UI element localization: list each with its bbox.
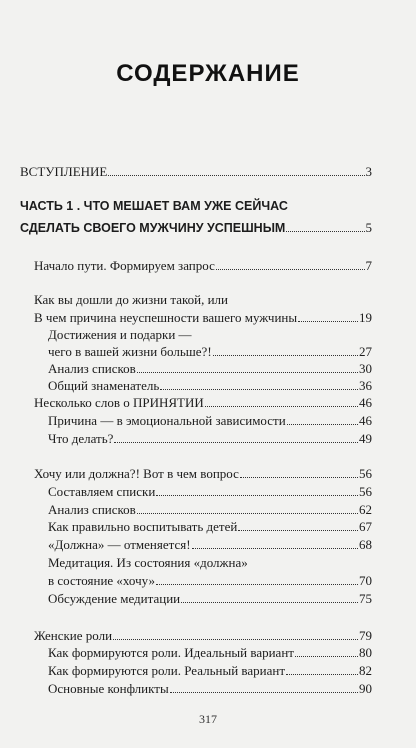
toc-entry-page: 5: [365, 220, 372, 235]
toc-entry-title: Основные конфликты: [48, 681, 169, 696]
toc-entry: [48, 573, 372, 589]
toc-entry-page: 67: [359, 519, 372, 534]
toc-entry-title: Анализ списков: [48, 361, 136, 376]
dot-leader: [108, 164, 364, 176]
dot-leader: [295, 645, 358, 657]
toc-entry-title: Женские роли: [34, 628, 113, 643]
dot-leader: [137, 361, 358, 373]
dot-leader: [113, 628, 358, 640]
toc-entry-page: 30: [359, 361, 372, 376]
dot-leader: [181, 591, 358, 603]
toc-entry-title: чего в вашей жизни больше?!: [48, 344, 212, 359]
toc-entry: [48, 681, 372, 697]
dot-leader: [205, 395, 358, 407]
toc-entry-title: в состояние «хочу»: [48, 573, 155, 588]
toc-entry: [48, 537, 372, 553]
toc-entry-title: Общий знаменатель: [48, 378, 160, 393]
toc-entry: [20, 164, 372, 180]
toc-part-heading: [20, 198, 372, 214]
toc-entry-title: СДЕЛАТЬ СВОЕГО МУЖЧИНУ УСПЕШНЫМ: [20, 221, 286, 235]
dot-leader: [156, 573, 358, 585]
toc-entry: [48, 361, 372, 377]
toc-entry-page: 7: [365, 258, 372, 273]
toc-entry-page: 82: [359, 663, 372, 678]
dot-leader: [216, 258, 365, 270]
toc-entry: [34, 292, 372, 308]
toc-entry: [34, 466, 372, 482]
toc-entry: [34, 628, 372, 644]
dot-leader: [286, 663, 358, 675]
toc-entry-title: Обсуждение медитации: [48, 591, 181, 606]
toc-entry-page: 80: [359, 645, 372, 660]
dot-leader: [240, 466, 358, 478]
toc-entry: [34, 310, 372, 326]
toc-entry: [48, 413, 372, 429]
toc-entry: [34, 395, 372, 411]
toc-entry-title: Причина — в эмоциональной зависимости: [48, 413, 286, 428]
dot-leader: [286, 220, 364, 232]
toc-entry-title: В чем причина неуспешности вашего мужчины: [34, 310, 298, 325]
toc-entry-title: Хочу или должна?! Вот в чем вопрос: [34, 466, 239, 481]
dot-leader: [160, 378, 358, 390]
toc-entry-title: Как формируются роли. Идеальный вариант: [48, 645, 294, 660]
toc-entry: [34, 258, 372, 274]
toc-entry-title: Как правильно воспитывать детей: [48, 519, 238, 534]
toc-part-heading: [20, 220, 372, 236]
dot-leader: [298, 310, 358, 322]
toc-entry-page: 68: [359, 537, 372, 552]
dot-leader: [170, 681, 358, 693]
toc-entry-title: ВСТУПЛЕНИЕ: [20, 164, 108, 179]
toc-entry-page: 3: [365, 164, 372, 179]
dot-leader: [114, 431, 358, 443]
page-title: СОДЕРЖАНИЕ: [116, 60, 300, 87]
toc-entry-title: Достижения и подарки —: [48, 327, 192, 342]
dot-leader: [137, 502, 358, 514]
toc-entry-title: Составляем списки: [48, 484, 156, 499]
toc-entry: [48, 378, 372, 394]
dot-leader: [192, 537, 358, 549]
page-number: 317: [199, 712, 217, 726]
toc-entry-page: 79: [359, 628, 372, 643]
toc-entry-page: 36: [359, 378, 372, 393]
toc-entry-page: 90: [359, 681, 372, 696]
toc-entry-title: Медитация. Из состояния «должна»: [48, 555, 248, 570]
toc-entry-page: 46: [359, 413, 372, 428]
toc-entry-page: 27: [359, 344, 372, 359]
toc-entry-title: Несколько слов о ПРИНЯТИИ: [34, 395, 204, 410]
toc-entry: [48, 663, 372, 679]
dot-leader: [213, 344, 358, 356]
toc-entry: [48, 327, 372, 343]
toc-entry: [48, 645, 372, 661]
toc-entry-page: 19: [359, 310, 372, 325]
toc-entry-page: 56: [359, 466, 372, 481]
toc-entry-title: Как вы дошли до жизни такой, или: [34, 292, 229, 307]
toc-entry-title: ЧАСТЬ 1 . ЧТО МЕШАЕТ ВАМ УЖЕ СЕЙЧАС: [20, 199, 288, 213]
toc-entry: [48, 555, 372, 571]
toc-entry-title: «Должна» — отменяется!: [48, 537, 191, 552]
dot-leader: [156, 484, 358, 496]
toc-entry: [48, 502, 372, 518]
toc-entry-page: 56: [359, 484, 372, 499]
toc-entry-page: 70: [359, 573, 372, 588]
toc-entry-page: 62: [359, 502, 372, 517]
dot-leader: [238, 519, 358, 531]
toc-entry-title: Начало пути. Формируем запрос: [34, 258, 215, 273]
toc-entry-title: Анализ списков: [48, 502, 136, 517]
toc-entry-page: 46: [359, 395, 372, 410]
toc-entry: [48, 519, 372, 535]
toc-entry: [48, 344, 372, 360]
dot-leader: [287, 413, 358, 425]
toc-entry-page: 75: [359, 591, 372, 606]
toc-entry-page: 49: [359, 431, 372, 446]
toc-entry-title: Что делать?: [48, 431, 114, 446]
toc-entry: [48, 431, 372, 447]
toc-entry-title: Как формируются роли. Реальный вариант: [48, 663, 286, 678]
toc-entry: [48, 591, 372, 607]
toc-entry: [48, 484, 372, 500]
